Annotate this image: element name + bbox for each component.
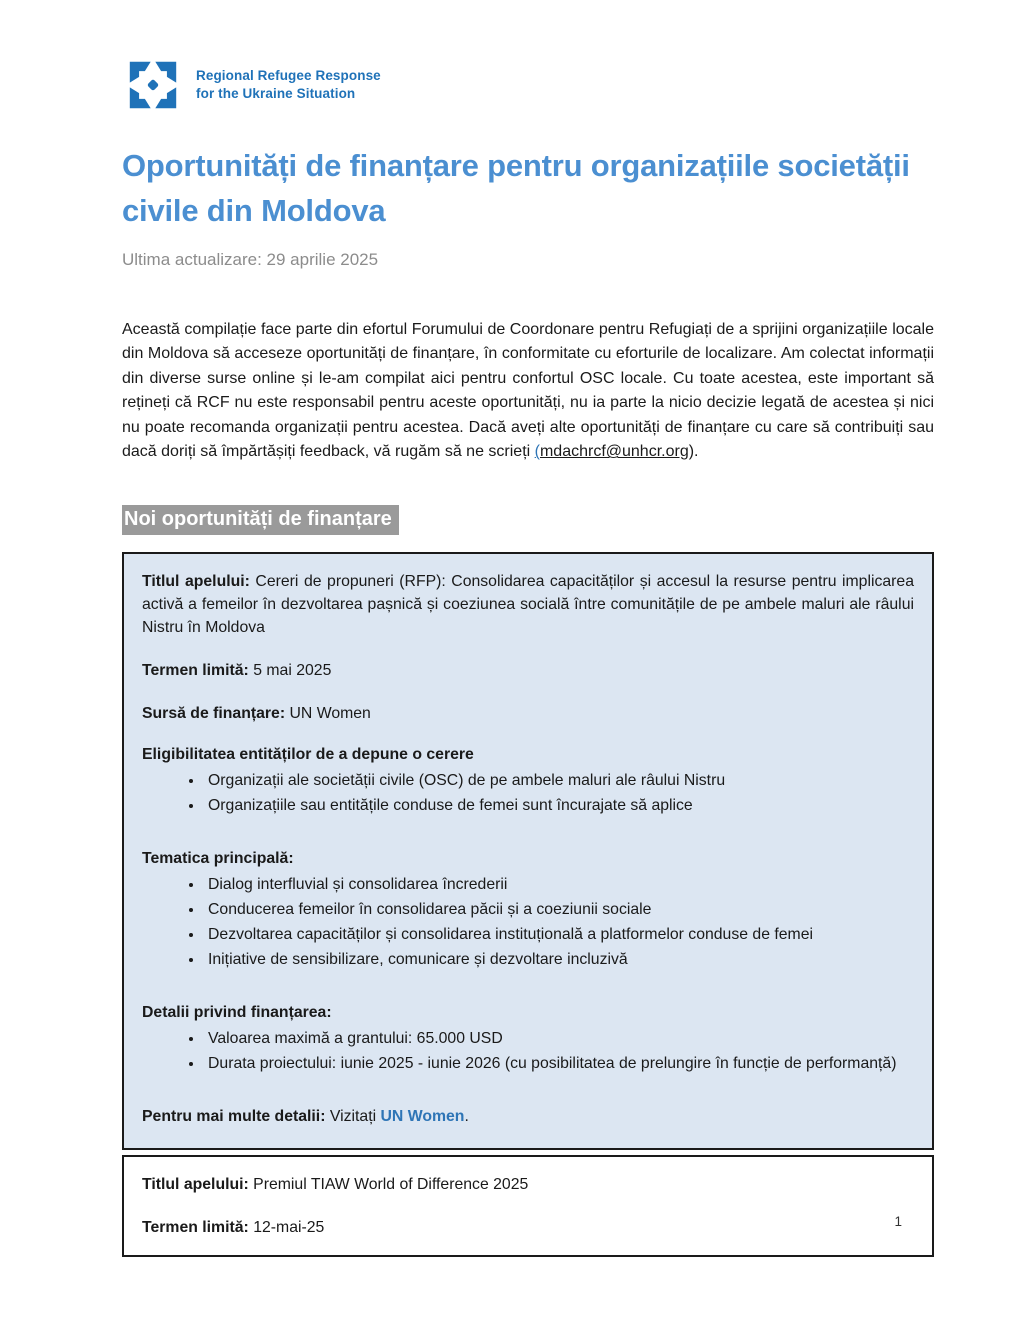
- deadline-value: 12-mai-25: [253, 1218, 325, 1236]
- list-item: • Organizații ale societății civile (OSC) de pe ambele maluri ale râului Nistru: [204, 769, 914, 792]
- eligibility-heading: Eligibilitatea entităților de a depune o cerere: [142, 745, 474, 763]
- logo-line-1: Regional Refugee Response: [196, 68, 381, 84]
- call-title: [142, 570, 914, 639]
- intro-text: Această compilație face parte din efortul Forumului de Coordonare pentru Refugiați de a sprijini organizațiile locale din Moldova să acceseze oportunități de finanțare, în conformitate cu eforturile de localizare. Am colectat informații din diverse surse online și le-am compilat aici pentru confortul OSC locale. Cu toate acestea, este important să rețineți că RCF nu este responsabil pentru aceste oportunități, nu ia parte la nicio decizie legată de acestea și nici nu poate recomanda organizații pentru acestea. Dacă aveți alte oportunități de finanțare cu care să contribuiți sau dacă doriți să împărtășiți feedback, vă rugăm să ne scrieți: [122, 320, 934, 461]
- deadline: [142, 1216, 914, 1239]
- last-updated-text: Ultima actualizare: 29 aprilie 2025: [122, 249, 379, 269]
- funding-source-value: UN Women: [289, 704, 371, 722]
- list-item: • Dezvoltarea capacităților și consolidarea instituțională a platformelor conduse de femei: [204, 923, 914, 946]
- call-title-text: Premiul TIAW World of Difference 2025: [253, 1175, 529, 1193]
- section-heading: Noi oportunități de finanțare: [122, 505, 399, 535]
- intro-text-end: ).: [688, 443, 699, 461]
- funding-card-tiaw: [122, 1155, 934, 1257]
- call-title-label: Titlul apelului:: [142, 572, 250, 590]
- call-title: [142, 1173, 914, 1196]
- section-heading-row: [122, 505, 934, 535]
- deadline-label: Termen limită:: [142, 661, 249, 679]
- funding-details-heading: Detalii privind finanțarea:: [142, 1003, 332, 1021]
- list-item: • Dialog interfluvial și consolidarea încrederii: [204, 873, 914, 896]
- call-title-label: Titlul apelului:: [142, 1175, 249, 1193]
- funding-source-label: Sursă de finanțare:: [142, 704, 286, 722]
- logo-wordmark: [196, 67, 381, 102]
- call-title-text: Cereri de propuneri (RFP): Consolidarea capacităților și accesul la resurse pentru implicarea activă a femeilor în dezvoltarea pașnică și coeziunea socială între comunitățile de pe ambele maluri ale râului Nistru în Moldova: [142, 572, 914, 636]
- funding-card-un-women: [122, 552, 934, 1150]
- contact-email-link[interactable]: mdachrcf@unhcr.org: [539, 443, 689, 461]
- org-logo: [122, 56, 934, 114]
- more-details: Pentru mai multe detalii: Vizitați UN Women.: [142, 1107, 469, 1125]
- document-page: [122, 0, 934, 1257]
- deadline-label: Termen limită:: [142, 1218, 249, 1236]
- deadline: [142, 659, 914, 682]
- more-details-label: Pentru mai multe detalii:: [142, 1107, 326, 1125]
- page-number: 1: [894, 1214, 902, 1229]
- list-item: • Inițiative de sensibilizare, comunicare și dezvoltare incluzivă: [204, 948, 914, 971]
- list-item: • Organizațiile sau entitățile conduse de femei sunt încurajate să aplice: [204, 794, 914, 817]
- funding-details-list: [142, 1027, 914, 1075]
- list-item: • Valoarea maximă a grantului: 65.000 USD: [204, 1027, 914, 1050]
- email-link-paren[interactable]: (: [534, 443, 540, 461]
- logo-line-2: for the Ukraine Situation: [196, 86, 356, 101]
- list-item: • Conducerea femeilor în consolidarea păcii și a coeziunii sociale: [204, 898, 914, 921]
- funding-source: [142, 702, 914, 725]
- deadline-value: 5 mai 2025: [253, 661, 332, 679]
- eligibility-list: [142, 769, 914, 817]
- rrr-x-logo-icon: [122, 56, 184, 114]
- themes-heading: Tematica principală:: [142, 849, 294, 867]
- list-item: • Durata proiectului: iunie 2025 - iunie 2026 (cu posibilitatea de prelungire în funcție de performanță): [204, 1052, 914, 1075]
- un-women-link[interactable]: UN Women: [380, 1107, 465, 1125]
- page-title: Oportunități de finanțare pentru organizațiile societății civile din Moldova: [122, 148, 910, 228]
- themes-list: [142, 873, 914, 971]
- intro-paragraph: [122, 318, 934, 465]
